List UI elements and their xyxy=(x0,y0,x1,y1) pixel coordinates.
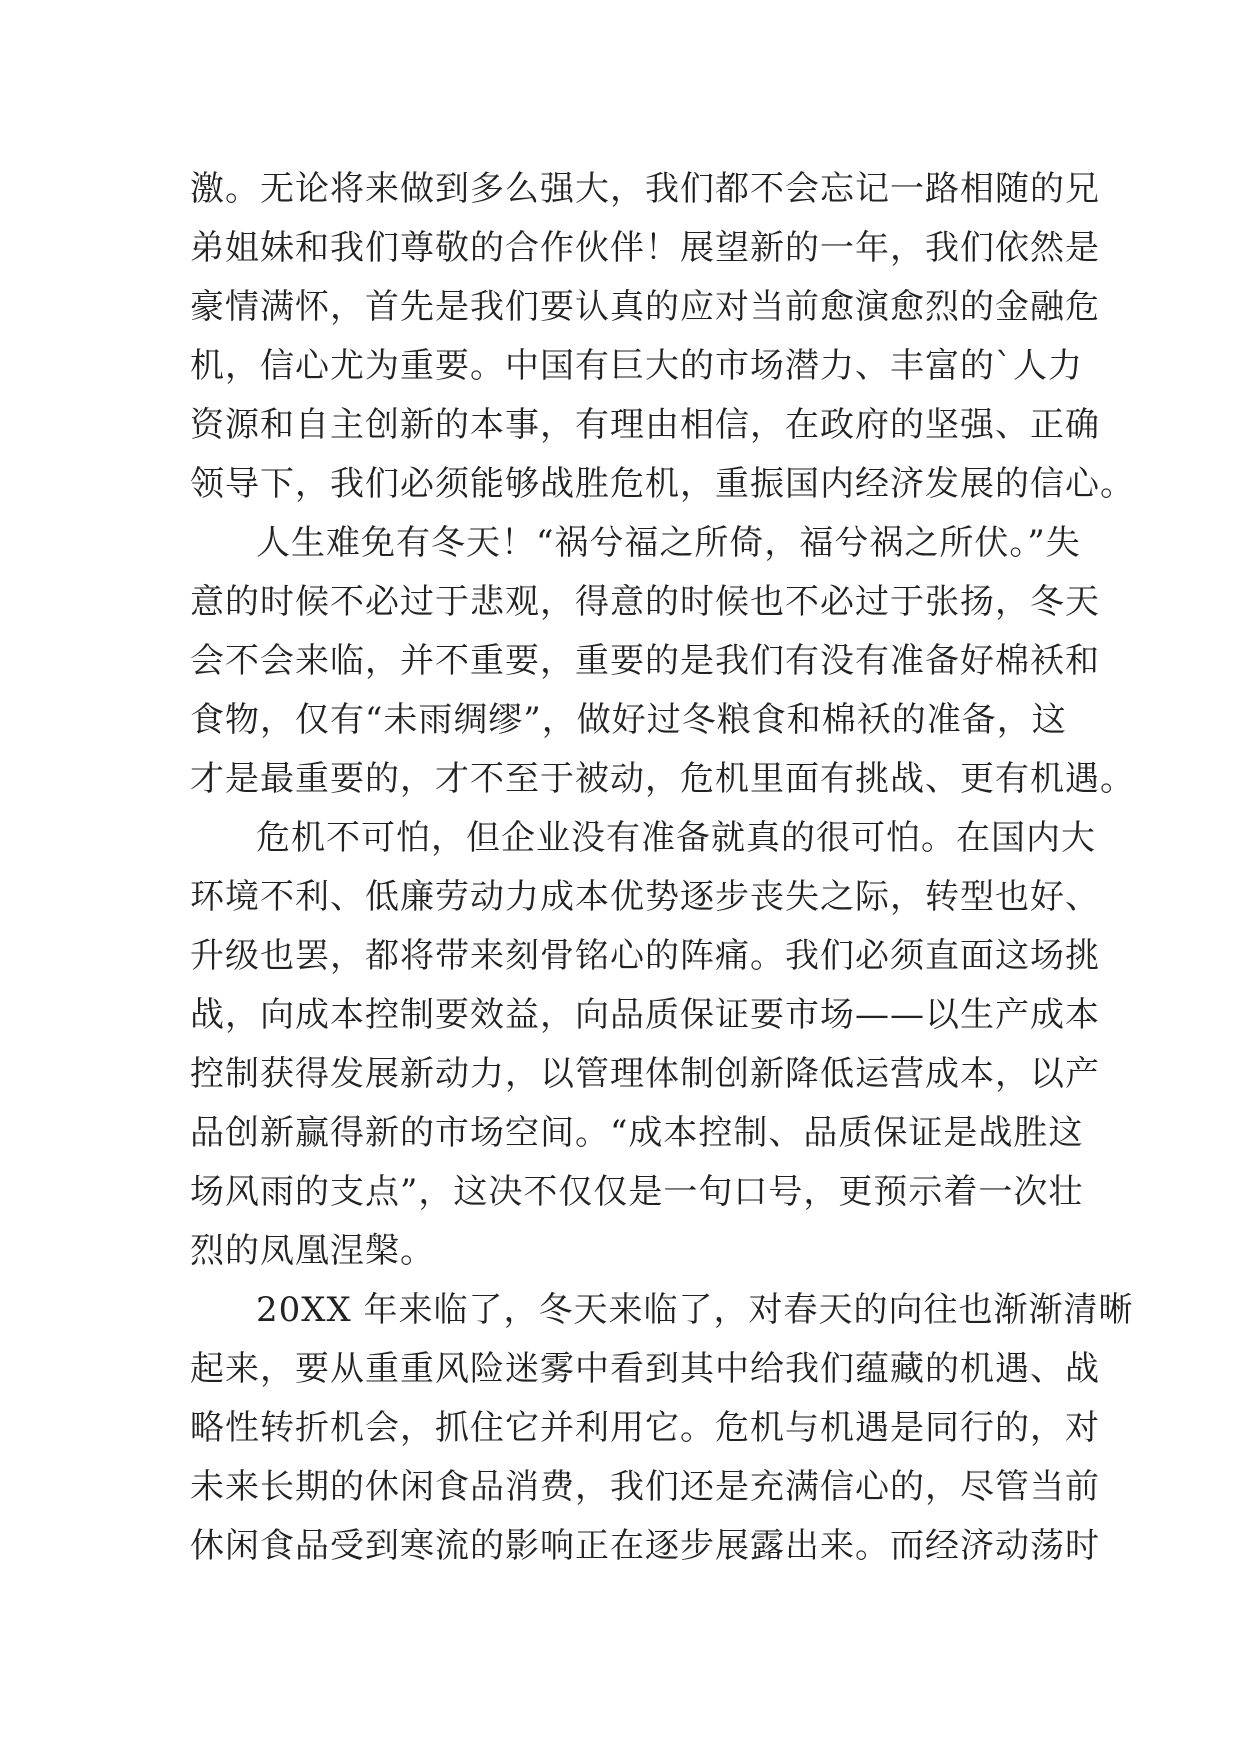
text-line: 场风雨的支点”，这决不仅仅是一句口号，更预示着一次壮 xyxy=(190,1172,1084,1212)
text-line: 战，向成本控制要效益，向品质保证要市场——以生产成本 xyxy=(190,995,1100,1035)
text-line: 略性转折机会，抓住它并利用它。危机与机遇是同行的，对 xyxy=(190,1408,1100,1448)
text-line: 会不会来临，并不重要，重要的是我们有没有准备好棉袄和 xyxy=(190,641,1100,681)
text-line: 激。无论将来做到多么强大，我们都不会忘记一路相随的兄 xyxy=(190,169,1100,209)
text-line: 豪情满怀，首先是我们要认真的应对当前愈演愈烈的金融危 xyxy=(190,287,1100,327)
text-line: 环境不利、低廉劳动力成本优势逐步丧失之际，转型也好、 xyxy=(190,877,1100,917)
text-line: 资源和自主创新的本事，有理由相信，在政府的坚强、正确 xyxy=(190,405,1100,445)
paragraph-first-line: 20XX 年来临了，冬天来临了，对春天的向往也渐渐清晰 xyxy=(256,1290,1134,1330)
text-line: 机，信心尤为重要。中国有巨大的市场潜力、丰富的`人力 xyxy=(190,346,1083,386)
text-line: 意的时候不必过于悲观，得意的时候也不必过于张扬，冬天 xyxy=(190,582,1100,622)
text-line: 升级也罢，都将带来刻骨铭心的阵痛。我们必须直面这场挑 xyxy=(190,936,1100,976)
document-body xyxy=(190,160,1135,1576)
text-line: 未来长期的休闲食品消费，我们还是充满信心的，尽管当前 xyxy=(190,1467,1100,1507)
text-line: 才是最重要的，才不至于被动，危机里面有挑战、更有机遇。 xyxy=(190,759,1135,799)
text-line: 食物，仅有“未雨绸缪”，做好过冬粮食和棉袄的准备，这 xyxy=(190,700,1067,740)
text-line: 品创新赢得新的市场空间。“成本控制、品质保证是战胜这 xyxy=(190,1113,1084,1153)
paragraph-first-line: 人生难免有冬天！“祸兮福之所倚，福兮祸之所伏。”失 xyxy=(256,523,1081,563)
text-line: 烈的凤凰涅槃。 xyxy=(190,1231,435,1271)
text-line: 控制获得发展新动力，以管理体制创新降低运营成本，以产 xyxy=(190,1054,1100,1094)
text-line: 领导下，我们必须能够战胜危机，重振国内经济发展的信心。 xyxy=(190,464,1135,504)
paragraph-first-line: 危机不可怕，但企业没有准备就真的很可怕。在国内大 xyxy=(256,818,1096,858)
text-line: 休闲食品受到寒流的影响正在逐步展露出来。而经济动荡时 xyxy=(190,1526,1100,1566)
text-line: 弟姐妹和我们尊敬的合作伙伴！展望新的一年，我们依然是 xyxy=(190,228,1100,268)
text-line: 起来，要从重重风险迷雾中看到其中给我们蕴藏的机遇、战 xyxy=(190,1349,1100,1389)
